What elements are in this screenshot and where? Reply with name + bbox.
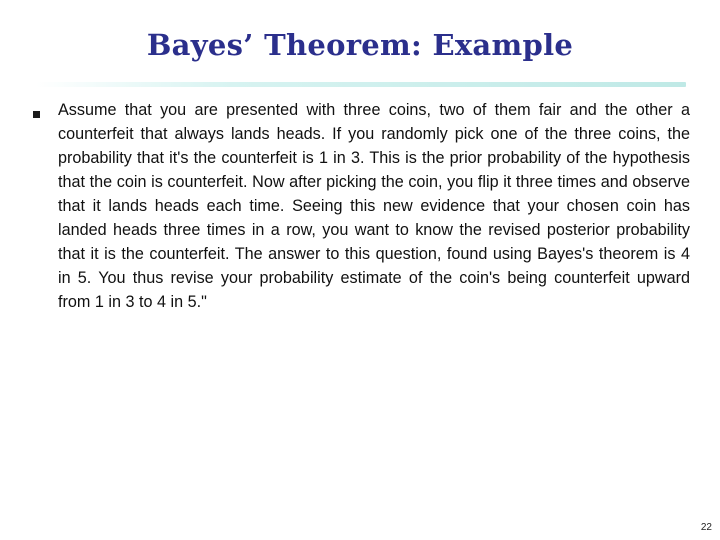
bullet-paragraph: Assume that you are presented with three coins, two of them fair and the other a counterfeit that always lands heads. If you randomly pick one of the three coins, the probability that it's the counterfeit is 1 in 3. This is the prior probability of the hypothesis that the coin is counterfeit. Now after picking the coin, you flip it three times and observe that it lands heads each time. Seeing this new evidence that your chosen coin has landed heads three times in a row, you want to know the revised posterior probability that it is the counterfeit. The answer to this question, found using Bayes's theorem is 4 in 5. You thus revise your probability estimate of the coin's being counterfeit upward from 1 in 3 to 4 in 5." bbox=[58, 101, 690, 311]
page-number: 22 bbox=[700, 522, 712, 533]
slide-title: Bayes’ Theorem: Example bbox=[146, 28, 574, 62]
title-underline bbox=[36, 82, 686, 87]
bullet-square-icon bbox=[33, 111, 40, 118]
